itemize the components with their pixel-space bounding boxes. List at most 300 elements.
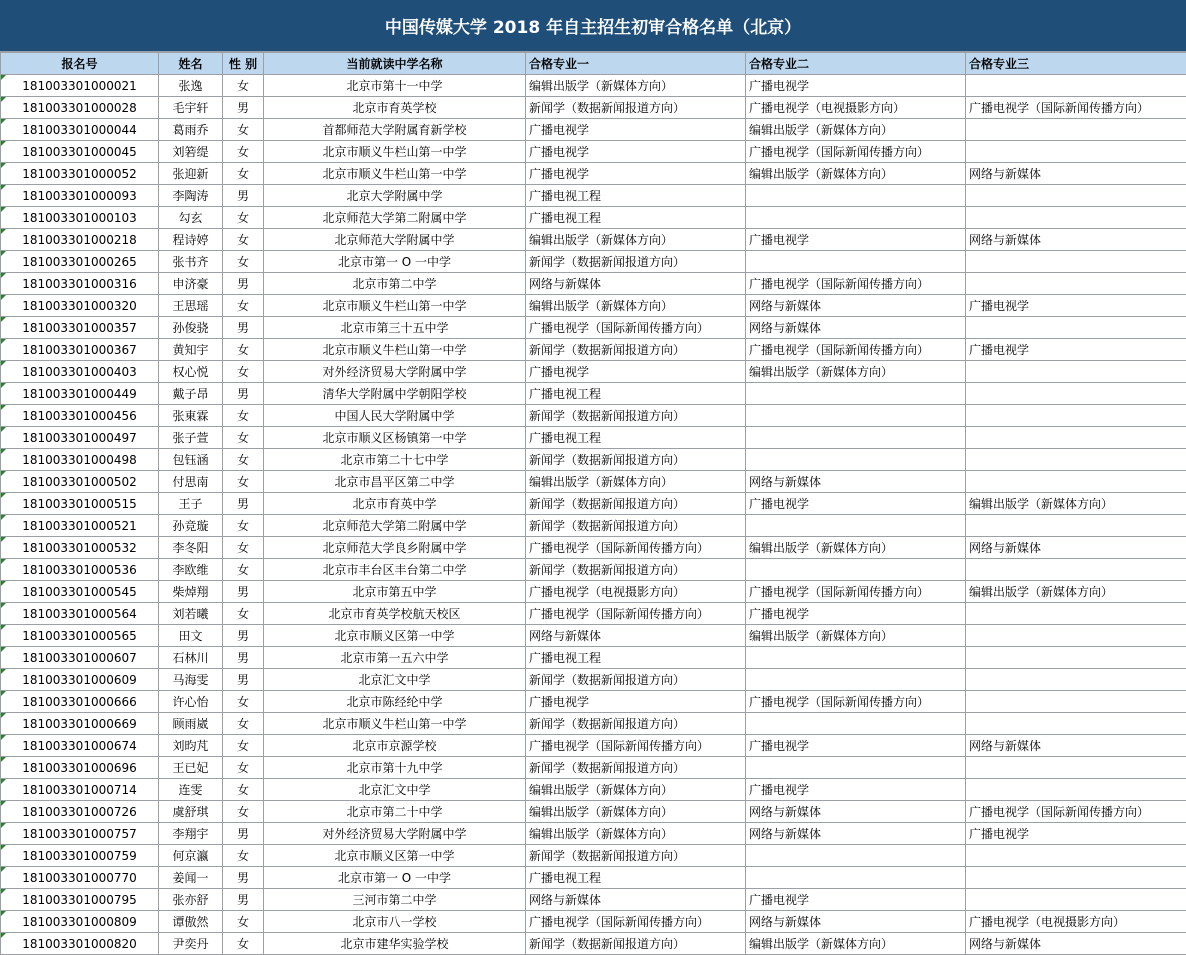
major-3-cell[interactable] — [966, 449, 1186, 471]
gender-cell[interactable]: 女 — [223, 801, 264, 823]
gender-cell[interactable]: 女 — [223, 779, 264, 801]
major-3-cell[interactable] — [966, 185, 1186, 207]
name-cell[interactable]: 付思南 — [159, 471, 223, 493]
major-2-cell[interactable] — [746, 383, 966, 405]
major-3-cell[interactable]: 网络与新媒体 — [966, 537, 1186, 559]
name-cell[interactable]: 柴焯翔 — [159, 581, 223, 603]
major-2-cell[interactable] — [746, 867, 966, 889]
major-1-cell[interactable]: 广播电视学 — [526, 141, 746, 163]
major-3-cell[interactable] — [966, 867, 1186, 889]
major-2-cell[interactable]: 网络与新媒体 — [746, 471, 966, 493]
major-2-cell[interactable] — [746, 713, 966, 735]
school-cell[interactable]: 北京市顺义区杨镇第一中学 — [264, 427, 526, 449]
major-3-cell[interactable] — [966, 273, 1186, 295]
gender-cell[interactable]: 女 — [223, 361, 264, 383]
major-1-cell[interactable]: 广播电视工程 — [526, 383, 746, 405]
name-cell[interactable]: 张逸 — [159, 75, 223, 97]
table-row — [1, 801, 1186, 823]
registration-no-cell[interactable]: 181003301000021 — [1, 75, 159, 97]
table-row — [1, 273, 1186, 295]
major-1-cell[interactable]: 广播电视学（国际新闻传播方向） — [526, 317, 746, 339]
major-3-cell[interactable] — [966, 757, 1186, 779]
major-2-cell[interactable]: 广播电视学 — [746, 493, 966, 515]
name-cell[interactable]: 毛宇轩 — [159, 97, 223, 119]
major-3-cell[interactable]: 网络与新媒体 — [966, 163, 1186, 185]
name-cell[interactable]: 张书齐 — [159, 251, 223, 273]
column-header-major-1[interactable]: 合格专业一 — [526, 53, 746, 75]
column-header-name[interactable]: 姓名 — [159, 53, 223, 75]
gender-cell[interactable]: 男 — [223, 669, 264, 691]
registration-no-cell[interactable]: 181003301000714 — [1, 779, 159, 801]
name-cell[interactable]: 尹奕丹 — [159, 933, 223, 955]
major-1-cell[interactable]: 新闻学（数据新闻报道方向） — [526, 339, 746, 361]
major-1-cell[interactable]: 网络与新媒体 — [526, 273, 746, 295]
school-cell[interactable]: 北京市顺义牛栏山第一中学 — [264, 141, 526, 163]
gender-cell[interactable]: 女 — [223, 141, 264, 163]
registration-no-cell[interactable]: 181003301000028 — [1, 97, 159, 119]
major-2-cell[interactable]: 广播电视学 — [746, 735, 966, 757]
registration-no-cell[interactable]: 181003301000218 — [1, 229, 159, 251]
gender-cell[interactable]: 女 — [223, 757, 264, 779]
school-cell[interactable]: 北京汇文中学 — [264, 669, 526, 691]
name-cell[interactable]: 马海雯 — [159, 669, 223, 691]
admission-list-table — [0, 52, 1186, 955]
gender-cell[interactable]: 女 — [223, 691, 264, 713]
registration-no-cell[interactable]: 181003301000696 — [1, 757, 159, 779]
gender-cell[interactable]: 男 — [223, 823, 264, 845]
major-3-cell[interactable] — [966, 647, 1186, 669]
name-cell[interactable]: 刘箬缇 — [159, 141, 223, 163]
school-cell[interactable]: 北京市育英学校航天校区 — [264, 603, 526, 625]
major-3-cell[interactable] — [966, 361, 1186, 383]
major-1-cell[interactable]: 编辑出版学（新媒体方向） — [526, 801, 746, 823]
major-3-cell[interactable] — [966, 207, 1186, 229]
major-2-cell[interactable]: 广播电视学（国际新闻传播方向） — [746, 141, 966, 163]
gender-cell[interactable]: 女 — [223, 471, 264, 493]
major-2-cell[interactable]: 网络与新媒体 — [746, 823, 966, 845]
school-cell[interactable]: 北京市建华实验学校 — [264, 933, 526, 955]
registration-no-cell[interactable]: 181003301000565 — [1, 625, 159, 647]
major-1-cell[interactable]: 广播电视学（国际新闻传播方向） — [526, 911, 746, 933]
major-1-cell[interactable]: 新闻学（数据新闻报道方向） — [526, 449, 746, 471]
name-cell[interactable]: 李冬阳 — [159, 537, 223, 559]
school-cell[interactable]: 北京市育英中学 — [264, 493, 526, 515]
school-cell[interactable]: 北京市育英学校 — [264, 97, 526, 119]
registration-no-cell[interactable]: 181003301000609 — [1, 669, 159, 691]
major-3-cell[interactable] — [966, 691, 1186, 713]
registration-no-cell[interactable]: 181003301000045 — [1, 141, 159, 163]
major-1-cell[interactable]: 新闻学（数据新闻报道方向） — [526, 493, 746, 515]
name-cell[interactable]: 孙竞璇 — [159, 515, 223, 537]
major-3-cell[interactable] — [966, 405, 1186, 427]
major-1-cell[interactable]: 新闻学（数据新闻报道方向） — [526, 933, 746, 955]
gender-cell[interactable]: 女 — [223, 911, 264, 933]
table-row — [1, 229, 1186, 251]
school-cell[interactable]: 北京市第三十五中学 — [264, 317, 526, 339]
name-cell[interactable]: 许心怡 — [159, 691, 223, 713]
gender-cell[interactable]: 女 — [223, 75, 264, 97]
school-cell[interactable]: 北京市顺义区第一中学 — [264, 845, 526, 867]
major-2-cell[interactable]: 广播电视学（国际新闻传播方向） — [746, 691, 966, 713]
major-2-cell[interactable] — [746, 185, 966, 207]
major-3-cell[interactable] — [966, 559, 1186, 581]
name-cell[interactable]: 葛雨乔 — [159, 119, 223, 141]
registration-no-cell[interactable]: 181003301000367 — [1, 339, 159, 361]
gender-cell[interactable]: 女 — [223, 845, 264, 867]
name-cell[interactable]: 张迎新 — [159, 163, 223, 185]
gender-cell[interactable]: 女 — [223, 295, 264, 317]
major-2-cell[interactable] — [746, 559, 966, 581]
registration-no-cell[interactable]: 181003301000357 — [1, 317, 159, 339]
major-1-cell[interactable]: 编辑出版学（新媒体方向） — [526, 779, 746, 801]
major-1-cell[interactable]: 广播电视学 — [526, 119, 746, 141]
major-2-cell[interactable] — [746, 515, 966, 537]
major-1-cell[interactable]: 广播电视学 — [526, 163, 746, 185]
major-1-cell[interactable]: 新闻学（数据新闻报道方向） — [526, 559, 746, 581]
gender-cell[interactable]: 女 — [223, 251, 264, 273]
major-3-cell[interactable] — [966, 625, 1186, 647]
major-1-cell[interactable]: 新闻学（数据新闻报道方向） — [526, 669, 746, 691]
table-row — [1, 933, 1186, 955]
school-cell[interactable]: 北京市陈经纶中学 — [264, 691, 526, 713]
school-cell[interactable]: 北京市第一 O 一中学 — [264, 251, 526, 273]
school-cell[interactable]: 北京市顺义牛栏山第一中学 — [264, 339, 526, 361]
name-cell[interactable]: 李陶涛 — [159, 185, 223, 207]
name-cell[interactable]: 李欧维 — [159, 559, 223, 581]
column-header-gender[interactable]: 性 别 — [223, 53, 264, 75]
name-cell[interactable]: 权心悦 — [159, 361, 223, 383]
major-1-cell[interactable]: 广播电视学（国际新闻传播方向） — [526, 603, 746, 625]
gender-cell[interactable]: 男 — [223, 867, 264, 889]
gender-cell[interactable]: 男 — [223, 185, 264, 207]
major-2-cell[interactable]: 广播电视学（国际新闻传播方向） — [746, 339, 966, 361]
major-3-cell[interactable] — [966, 669, 1186, 691]
school-cell[interactable]: 首都师范大学附属育新学校 — [264, 119, 526, 141]
registration-no-cell[interactable]: 181003301000515 — [1, 493, 159, 515]
major-3-cell[interactable]: 广播电视学（电视摄影方向） — [966, 911, 1186, 933]
school-cell[interactable]: 北京市第二中学 — [264, 273, 526, 295]
major-2-cell[interactable]: 编辑出版学（新媒体方向） — [746, 625, 966, 647]
registration-no-cell[interactable]: 181003301000093 — [1, 185, 159, 207]
major-1-cell[interactable]: 广播电视工程 — [526, 427, 746, 449]
column-header-major-2[interactable]: 合格专业二 — [746, 53, 966, 75]
major-2-cell[interactable]: 编辑出版学（新媒体方向） — [746, 537, 966, 559]
major-2-cell[interactable]: 网络与新媒体 — [746, 911, 966, 933]
major-1-cell[interactable]: 新闻学（数据新闻报道方向） — [526, 757, 746, 779]
registration-no-cell[interactable]: 181003301000052 — [1, 163, 159, 185]
column-header-school[interactable]: 当前就读中学名称 — [264, 53, 526, 75]
major-1-cell[interactable]: 广播电视学 — [526, 691, 746, 713]
name-cell[interactable]: 王子 — [159, 493, 223, 515]
major-3-cell[interactable]: 网络与新媒体 — [966, 933, 1186, 955]
school-cell[interactable]: 北京市第十九中学 — [264, 757, 526, 779]
gender-cell[interactable]: 女 — [223, 163, 264, 185]
registration-no-cell[interactable]: 181003301000316 — [1, 273, 159, 295]
registration-no-cell[interactable]: 181003301000498 — [1, 449, 159, 471]
registration-no-cell[interactable]: 181003301000757 — [1, 823, 159, 845]
registration-no-cell[interactable]: 181003301000809 — [1, 911, 159, 933]
gender-cell[interactable]: 女 — [223, 735, 264, 757]
name-cell[interactable]: 谭傲然 — [159, 911, 223, 933]
major-3-cell[interactable]: 广播电视学 — [966, 295, 1186, 317]
gender-cell[interactable]: 男 — [223, 317, 264, 339]
school-cell[interactable]: 北京市第十一中学 — [264, 75, 526, 97]
name-cell[interactable]: 姜闻一 — [159, 867, 223, 889]
major-3-cell[interactable]: 广播电视学 — [966, 823, 1186, 845]
gender-cell[interactable]: 女 — [223, 933, 264, 955]
school-cell[interactable]: 北京市顺义牛栏山第一中学 — [264, 163, 526, 185]
major-2-cell[interactable] — [746, 669, 966, 691]
school-cell[interactable]: 北京市第二十七中学 — [264, 449, 526, 471]
major-2-cell[interactable]: 广播电视学 — [746, 779, 966, 801]
name-cell[interactable]: 戴子昂 — [159, 383, 223, 405]
column-header-registration-no[interactable]: 报名号 — [1, 53, 159, 75]
major-2-cell[interactable]: 编辑出版学（新媒体方向） — [746, 933, 966, 955]
school-cell[interactable]: 北京市第五中学 — [264, 581, 526, 603]
major-1-cell[interactable]: 广播电视学 — [526, 361, 746, 383]
registration-no-cell[interactable]: 181003301000521 — [1, 515, 159, 537]
name-cell[interactable]: 田文 — [159, 625, 223, 647]
major-1-cell[interactable]: 广播电视工程 — [526, 867, 746, 889]
registration-no-cell[interactable]: 181003301000265 — [1, 251, 159, 273]
major-2-cell[interactable]: 编辑出版学（新媒体方向） — [746, 361, 966, 383]
major-3-cell[interactable]: 编辑出版学（新媒体方向） — [966, 493, 1186, 515]
major-2-cell[interactable] — [746, 647, 966, 669]
school-cell[interactable]: 北京市第二十中学 — [264, 801, 526, 823]
school-cell[interactable]: 北京市第一五六中学 — [264, 647, 526, 669]
name-cell[interactable]: 王思瑶 — [159, 295, 223, 317]
name-cell[interactable]: 勾玄 — [159, 207, 223, 229]
school-cell[interactable]: 北京市昌平区第二中学 — [264, 471, 526, 493]
major-1-cell[interactable]: 广播电视学（国际新闻传播方向） — [526, 735, 746, 757]
name-cell[interactable]: 黄知宇 — [159, 339, 223, 361]
name-cell[interactable]: 张子萱 — [159, 427, 223, 449]
major-2-cell[interactable] — [746, 251, 966, 273]
name-cell[interactable]: 程诗婷 — [159, 229, 223, 251]
major-2-cell[interactable]: 编辑出版学（新媒体方向） — [746, 163, 966, 185]
major-1-cell[interactable]: 网络与新媒体 — [526, 889, 746, 911]
gender-cell[interactable]: 男 — [223, 889, 264, 911]
name-cell[interactable]: 申济豪 — [159, 273, 223, 295]
school-cell[interactable]: 北京师范大学良乡附属中学 — [264, 537, 526, 559]
major-1-cell[interactable]: 广播电视工程 — [526, 647, 746, 669]
major-3-cell[interactable] — [966, 845, 1186, 867]
name-cell[interactable]: 虞舒琪 — [159, 801, 223, 823]
gender-cell[interactable]: 女 — [223, 449, 264, 471]
major-3-cell[interactable]: 广播电视学（国际新闻传播方向） — [966, 801, 1186, 823]
gender-cell[interactable]: 男 — [223, 625, 264, 647]
school-cell[interactable]: 北京大学附属中学 — [264, 185, 526, 207]
major-3-cell[interactable] — [966, 383, 1186, 405]
registration-no-cell[interactable]: 181003301000674 — [1, 735, 159, 757]
gender-cell[interactable]: 女 — [223, 229, 264, 251]
major-2-cell[interactable] — [746, 427, 966, 449]
major-3-cell[interactable]: 网络与新媒体 — [966, 735, 1186, 757]
registration-no-cell[interactable]: 181003301000497 — [1, 427, 159, 449]
table-row — [1, 339, 1186, 361]
registration-no-cell[interactable]: 181003301000449 — [1, 383, 159, 405]
major-2-cell[interactable]: 广播电视学（电视摄影方向） — [746, 97, 966, 119]
name-cell[interactable]: 包钰涵 — [159, 449, 223, 471]
gender-cell[interactable]: 男 — [223, 647, 264, 669]
major-3-cell[interactable] — [966, 471, 1186, 493]
name-cell[interactable]: 张東霖 — [159, 405, 223, 427]
major-3-cell[interactable]: 广播电视学（国际新闻传播方向） — [966, 97, 1186, 119]
major-3-cell[interactable]: 网络与新媒体 — [966, 229, 1186, 251]
name-cell[interactable]: 顾雨崴 — [159, 713, 223, 735]
school-cell[interactable]: 北京师范大学附属中学 — [264, 229, 526, 251]
gender-cell[interactable]: 女 — [223, 713, 264, 735]
table-row — [1, 185, 1186, 207]
major-3-cell[interactable] — [966, 515, 1186, 537]
major-1-cell[interactable]: 新闻学（数据新闻报道方向） — [526, 713, 746, 735]
registration-no-cell[interactable]: 181003301000669 — [1, 713, 159, 735]
school-cell[interactable]: 对外经济贸易大学附属中学 — [264, 823, 526, 845]
major-3-cell[interactable] — [966, 141, 1186, 163]
gender-cell[interactable]: 女 — [223, 537, 264, 559]
major-1-cell[interactable]: 编辑出版学（新媒体方向） — [526, 75, 746, 97]
major-3-cell[interactable] — [966, 119, 1186, 141]
major-1-cell[interactable]: 广播电视学（电视摄影方向） — [526, 581, 746, 603]
gender-cell[interactable]: 女 — [223, 339, 264, 361]
registration-no-cell[interactable]: 181003301000044 — [1, 119, 159, 141]
registration-no-cell[interactable]: 181003301000759 — [1, 845, 159, 867]
name-cell[interactable]: 王已妃 — [159, 757, 223, 779]
name-cell[interactable]: 张亦舒 — [159, 889, 223, 911]
major-3-cell[interactable] — [966, 317, 1186, 339]
major-1-cell[interactable]: 新闻学（数据新闻报道方向） — [526, 845, 746, 867]
name-cell[interactable]: 连雯 — [159, 779, 223, 801]
name-cell[interactable]: 石林川 — [159, 647, 223, 669]
major-1-cell[interactable]: 新闻学（数据新闻报道方向） — [526, 97, 746, 119]
major-3-cell[interactable]: 编辑出版学（新媒体方向） — [966, 581, 1186, 603]
major-1-cell[interactable]: 新闻学（数据新闻报道方向） — [526, 515, 746, 537]
major-2-cell[interactable] — [746, 845, 966, 867]
major-3-cell[interactable] — [966, 427, 1186, 449]
major-2-cell[interactable]: 网络与新媒体 — [746, 801, 966, 823]
gender-cell[interactable]: 女 — [223, 603, 264, 625]
registration-no-cell[interactable]: 181003301000456 — [1, 405, 159, 427]
gender-cell[interactable]: 男 — [223, 493, 264, 515]
gender-cell[interactable]: 男 — [223, 97, 264, 119]
gender-cell[interactable]: 男 — [223, 383, 264, 405]
registration-no-cell[interactable]: 181003301000532 — [1, 537, 159, 559]
major-1-cell[interactable]: 编辑出版学（新媒体方向） — [526, 471, 746, 493]
major-2-cell[interactable] — [746, 757, 966, 779]
major-1-cell[interactable]: 新闻学（数据新闻报道方向） — [526, 405, 746, 427]
registration-no-cell[interactable]: 181003301000536 — [1, 559, 159, 581]
major-2-cell[interactable]: 广播电视学 — [746, 229, 966, 251]
registration-no-cell[interactable]: 181003301000103 — [1, 207, 159, 229]
major-2-cell[interactable]: 网络与新媒体 — [746, 317, 966, 339]
table-row — [1, 427, 1186, 449]
major-1-cell[interactable]: 广播电视工程 — [526, 207, 746, 229]
name-cell[interactable]: 何京瀛 — [159, 845, 223, 867]
table-row — [1, 361, 1186, 383]
major-1-cell[interactable]: 广播电视工程 — [526, 185, 746, 207]
major-2-cell[interactable]: 网络与新媒体 — [746, 295, 966, 317]
gender-cell[interactable]: 女 — [223, 405, 264, 427]
gender-cell[interactable]: 女 — [223, 515, 264, 537]
school-cell[interactable]: 北京市丰台区丰台第二中学 — [264, 559, 526, 581]
major-2-cell[interactable]: 广播电视学 — [746, 889, 966, 911]
major-2-cell[interactable]: 广播电视学（国际新闻传播方向） — [746, 273, 966, 295]
school-cell[interactable]: 北京市顺义牛栏山第一中学 — [264, 713, 526, 735]
gender-cell[interactable]: 女 — [223, 427, 264, 449]
registration-no-cell[interactable]: 181003301000403 — [1, 361, 159, 383]
major-1-cell[interactable]: 新闻学（数据新闻报道方向） — [526, 251, 746, 273]
school-cell[interactable]: 中国人民大学附属中学 — [264, 405, 526, 427]
school-cell[interactable]: 北京师范大学第二附属中学 — [264, 515, 526, 537]
school-cell[interactable]: 北京市京源学校 — [264, 735, 526, 757]
school-cell[interactable]: 三河市第二中学 — [264, 889, 526, 911]
name-cell[interactable]: 刘若曦 — [159, 603, 223, 625]
major-3-cell[interactable] — [966, 713, 1186, 735]
major-1-cell[interactable]: 编辑出版学（新媒体方向） — [526, 823, 746, 845]
major-1-cell[interactable]: 编辑出版学（新媒体方向） — [526, 229, 746, 251]
major-3-cell[interactable]: 广播电视学 — [966, 339, 1186, 361]
gender-cell[interactable]: 男 — [223, 581, 264, 603]
table-row — [1, 537, 1186, 559]
registration-no-cell[interactable]: 181003301000726 — [1, 801, 159, 823]
table-row — [1, 75, 1186, 97]
gender-cell[interactable]: 男 — [223, 273, 264, 295]
school-cell[interactable]: 北京市第一 O 一中学 — [264, 867, 526, 889]
gender-cell[interactable]: 女 — [223, 119, 264, 141]
name-cell[interactable]: 孙俊骁 — [159, 317, 223, 339]
school-cell[interactable]: 对外经济贸易大学附属中学 — [264, 361, 526, 383]
registration-no-cell[interactable]: 181003301000666 — [1, 691, 159, 713]
major-1-cell[interactable]: 编辑出版学（新媒体方向） — [526, 295, 746, 317]
school-cell[interactable]: 北京市顺义区第一中学 — [264, 625, 526, 647]
name-cell[interactable]: 李翔宇 — [159, 823, 223, 845]
table-row — [1, 317, 1186, 339]
registration-no-cell[interactable]: 181003301000770 — [1, 867, 159, 889]
name-cell[interactable]: 刘昀芃 — [159, 735, 223, 757]
major-3-cell[interactable] — [966, 889, 1186, 911]
major-2-cell[interactable]: 广播电视学（国际新闻传播方向） — [746, 581, 966, 603]
major-2-cell[interactable]: 广播电视学 — [746, 75, 966, 97]
major-1-cell[interactable]: 广播电视学（国际新闻传播方向） — [526, 537, 746, 559]
major-3-cell[interactable] — [966, 603, 1186, 625]
major-2-cell[interactable] — [746, 405, 966, 427]
registration-no-cell[interactable]: 181003301000502 — [1, 471, 159, 493]
table-row — [1, 119, 1186, 141]
school-cell[interactable]: 清华大学附属中学朝阳学校 — [264, 383, 526, 405]
registration-no-cell[interactable]: 181003301000607 — [1, 647, 159, 669]
school-cell[interactable]: 北京师范大学第二附属中学 — [264, 207, 526, 229]
school-cell[interactable]: 北京市八一学校 — [264, 911, 526, 933]
school-cell[interactable]: 北京市顺义牛栏山第一中学 — [264, 295, 526, 317]
major-3-cell[interactable] — [966, 75, 1186, 97]
registration-no-cell[interactable]: 181003301000545 — [1, 581, 159, 603]
major-2-cell[interactable] — [746, 207, 966, 229]
gender-cell[interactable]: 女 — [223, 559, 264, 581]
registration-no-cell[interactable]: 181003301000564 — [1, 603, 159, 625]
major-3-cell[interactable] — [966, 251, 1186, 273]
major-1-cell[interactable]: 网络与新媒体 — [526, 625, 746, 647]
major-2-cell[interactable]: 编辑出版学（新媒体方向） — [746, 119, 966, 141]
major-3-cell[interactable] — [966, 779, 1186, 801]
registration-no-cell[interactable]: 181003301000795 — [1, 889, 159, 911]
registration-no-cell[interactable]: 181003301000320 — [1, 295, 159, 317]
major-2-cell[interactable]: 广播电视学 — [746, 603, 966, 625]
major-2-cell[interactable] — [746, 449, 966, 471]
gender-cell[interactable]: 女 — [223, 207, 264, 229]
registration-no-cell[interactable]: 181003301000820 — [1, 933, 159, 955]
column-header-major-3[interactable]: 合格专业三 — [966, 53, 1186, 75]
school-cell[interactable]: 北京汇文中学 — [264, 779, 526, 801]
